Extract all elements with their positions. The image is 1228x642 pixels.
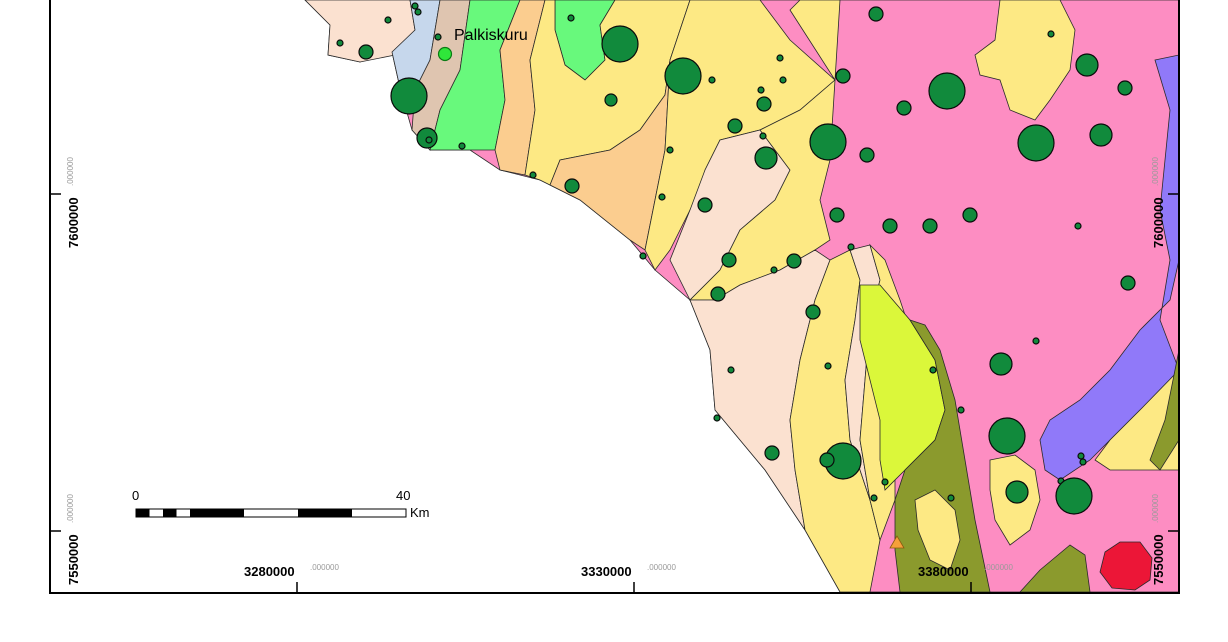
site-marker[interactable] [860,148,874,162]
x-tick-label-suffix: .000000 [647,563,676,572]
site-marker[interactable] [765,446,779,460]
site-marker[interactable] [337,40,343,46]
site-marker[interactable] [605,94,617,106]
site-marker[interactable] [568,15,574,21]
site-marker[interactable] [787,254,801,268]
site-marker[interactable] [806,305,820,319]
site-marker[interactable] [930,367,936,373]
scale-unit-label: Km [410,505,430,520]
site-marker[interactable] [958,407,964,413]
site-marker[interactable] [836,69,850,83]
site-marker[interactable] [667,147,673,153]
site-marker[interactable] [1075,223,1081,229]
y-tick-label: 7550000 [66,534,81,585]
site-marker[interactable] [869,7,883,21]
site-marker[interactable] [777,55,783,61]
site-marker[interactable] [897,101,911,115]
site-marker[interactable] [810,124,846,160]
site-marker[interactable] [1076,54,1098,76]
site-marker[interactable] [565,179,579,193]
site-marker[interactable] [412,3,418,9]
site-marker[interactable] [963,208,977,222]
site-marker[interactable] [1121,276,1135,290]
place-label: Palkiskuru [454,27,528,44]
site-marker[interactable] [1056,478,1092,514]
site-marker[interactable] [640,253,646,259]
scale-start-label: 0 [132,488,140,503]
place-marker[interactable] [439,48,452,61]
site-marker[interactable] [923,219,937,233]
site-marker[interactable] [882,479,888,485]
scale-bar [132,488,430,520]
site-marker[interactable] [659,194,665,200]
site-marker[interactable] [1018,125,1054,161]
site-marker[interactable] [385,17,391,23]
x-tick-label: 3330000 [581,564,632,579]
geology-polygons [305,0,1179,592]
site-marker[interactable] [391,78,427,114]
scale-end-label: 40 [396,488,411,503]
site-marker[interactable] [757,97,771,111]
y-axis-left [50,157,81,585]
site-marker[interactable] [530,172,536,178]
site-marker[interactable] [665,58,701,94]
site-marker[interactable] [698,198,712,212]
y-tick-label: 7600000 [66,197,81,248]
y-tick-label-suffix: .000000 [1151,157,1160,186]
y-tick-label: 7600000 [1151,197,1166,248]
site-marker[interactable] [722,253,736,267]
site-marker[interactable] [1080,459,1086,465]
x-tick-label: 3380000 [918,564,969,579]
site-marker[interactable] [1006,481,1028,503]
x-tick-label-suffix: .000000 [310,563,339,572]
site-marker[interactable] [728,367,734,373]
site-marker[interactable] [989,418,1025,454]
site-marker[interactable] [709,77,715,83]
site-marker[interactable] [820,453,834,467]
x-tick-label: 3280000 [244,564,295,579]
site-marker[interactable] [459,143,465,149]
site-marker[interactable] [771,267,777,273]
site-marker[interactable] [760,133,766,139]
site-marker[interactable] [435,34,441,40]
site-marker[interactable] [948,495,954,501]
y-tick-label-suffix: .000000 [66,157,75,186]
site-marker[interactable] [602,26,638,62]
y-tick-label-suffix: .000000 [1151,494,1160,523]
site-marker[interactable] [780,77,786,83]
site-marker[interactable] [990,353,1012,375]
site-marker[interactable] [1078,453,1084,459]
y-tick-label-suffix: .000000 [66,494,75,523]
site-marker[interactable] [714,415,720,421]
site-marker[interactable] [758,87,764,93]
x-tick-label-suffix: .000000 [984,563,1013,572]
site-marker[interactable] [1033,338,1039,344]
site-marker[interactable] [728,119,742,133]
site-marker[interactable] [929,73,965,109]
site-marker[interactable] [1048,31,1054,37]
site-marker[interactable] [1118,81,1132,95]
site-marker[interactable] [830,208,844,222]
site-marker[interactable] [415,9,421,15]
site-marker[interactable] [871,495,877,501]
site-marker[interactable] [359,45,373,59]
site-marker[interactable] [848,244,854,250]
site-marker[interactable] [825,363,831,369]
y-tick-label: 7550000 [1151,534,1166,585]
site-marker[interactable] [426,137,432,143]
site-marker[interactable] [755,147,777,169]
site-marker[interactable] [1090,124,1112,146]
site-marker[interactable] [711,287,725,301]
site-marker[interactable] [883,219,897,233]
